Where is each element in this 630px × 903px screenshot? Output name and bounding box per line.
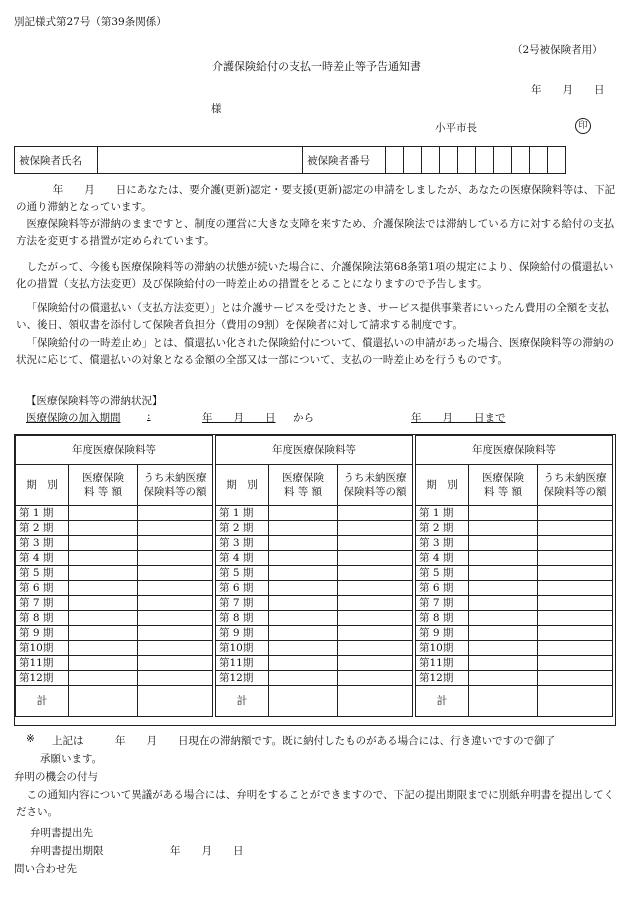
period-label: 第10期 (16, 641, 69, 656)
submit-to-label: 弁明書提出先 (30, 827, 93, 839)
unpaid-cell[interactable] (538, 581, 613, 596)
period-label: 第 6 期 (16, 581, 69, 596)
period-label: 第 6 期 (416, 581, 469, 596)
unpaid-cell[interactable] (338, 626, 413, 641)
year-block (15, 435, 213, 725)
amount-header: 医療保険 料 等 額 (69, 465, 138, 506)
amount-cell[interactable] (69, 521, 138, 536)
unpaid-cell[interactable] (138, 581, 213, 596)
unpaid-cell[interactable] (338, 506, 413, 521)
total-unpaid-cell[interactable] (138, 686, 213, 717)
period-label: 第 6 期 (216, 581, 269, 596)
insured-number-digit[interactable] (422, 147, 440, 174)
amount-cell[interactable] (269, 596, 338, 611)
amount-cell[interactable] (469, 626, 538, 641)
unpaid-cell[interactable] (138, 536, 213, 551)
unpaid-cell[interactable] (538, 506, 613, 521)
total-unpaid-cell[interactable] (338, 686, 413, 717)
table-row (416, 536, 613, 551)
total-label: 計 (416, 686, 469, 717)
table-row (216, 566, 413, 581)
unpaid-cell[interactable] (538, 596, 613, 611)
unpaid-header: うち未納医療 保険料等の額 (538, 465, 613, 506)
table-row (16, 596, 213, 611)
table-row (216, 536, 413, 551)
unpaid-cell[interactable] (138, 551, 213, 566)
period-label: 第 5 期 (416, 566, 469, 581)
unpaid-cell[interactable] (338, 656, 413, 671)
year-header: 年度医療保険料等 (416, 436, 613, 465)
amount-cell[interactable] (69, 611, 138, 626)
insured-name-label: 被保険者氏名 (15, 147, 98, 174)
unpaid-cell[interactable] (338, 611, 413, 626)
period-label: 第 3 期 (216, 536, 269, 551)
total-unpaid-cell[interactable] (538, 686, 613, 717)
table-row (416, 581, 613, 596)
insured-number-digit[interactable] (530, 147, 548, 174)
amount-cell[interactable] (469, 611, 538, 626)
period-label: 第 4 期 (416, 551, 469, 566)
total-label: 計 (216, 686, 269, 717)
insured-number-digit[interactable] (494, 147, 512, 174)
table-row (16, 626, 213, 641)
notice-paragraph-3: したがって、今後も医療保険料等の滞納の状態が続いた場合に、介護保険法第68条第1項の規定により、保険給付の償還払い化の措置（支払方法変更）及び保険給付の一時差止めの措置をとることになりますので予告します。 (16, 261, 614, 290)
table-row (16, 611, 213, 626)
period-label: 第 2 期 (416, 521, 469, 536)
amount-header: 医療保険 料 等 額 (469, 465, 538, 506)
unpaid-cell[interactable] (138, 596, 213, 611)
period-label: 第 1 期 (216, 506, 269, 521)
insured-info-table (14, 146, 566, 174)
unpaid-cell[interactable] (538, 671, 613, 686)
table-row (16, 641, 213, 656)
unpaid-header: うち未納医療 保険料等の額 (338, 465, 413, 506)
unpaid-cell[interactable] (338, 596, 413, 611)
amount-cell[interactable] (69, 671, 138, 686)
period-label: 第 2 期 (216, 521, 269, 536)
period-label: 第 4 期 (216, 551, 269, 566)
table-row (216, 551, 413, 566)
table-row (16, 521, 213, 536)
period-label: 第 7 期 (16, 596, 69, 611)
amount-cell[interactable] (269, 581, 338, 596)
amount-cell[interactable] (469, 641, 538, 656)
table-row (216, 641, 413, 656)
table-row (416, 566, 613, 581)
amount-cell[interactable] (69, 551, 138, 566)
unpaid-cell[interactable] (538, 521, 613, 536)
amount-cell[interactable] (269, 566, 338, 581)
addressee-suffix: 様 (211, 103, 222, 115)
unpaid-cell[interactable] (138, 611, 213, 626)
period-label: 第10期 (416, 641, 469, 656)
unpaid-cell[interactable] (538, 656, 613, 671)
unpaid-cell[interactable] (138, 506, 213, 521)
amount-cell[interactable] (469, 536, 538, 551)
page-title: 介護保険給付の支払一時差止等予告通知書 (212, 60, 421, 73)
table-row (416, 596, 613, 611)
insured-type: （2号被保険者用） (512, 44, 603, 56)
enrollment-to-date: 年 月 日まで (411, 412, 506, 424)
arrears-year-table (215, 435, 413, 717)
table-row (16, 506, 213, 521)
period-label: 第 8 期 (216, 611, 269, 626)
table-row (416, 626, 613, 641)
enrollment-from-word: から (293, 412, 314, 424)
period-label: 第11期 (416, 656, 469, 671)
insured-number-digit[interactable] (404, 147, 422, 174)
amount-cell[interactable] (69, 536, 138, 551)
table-row (16, 566, 213, 581)
period-label: 第 8 期 (416, 611, 469, 626)
table-row (216, 656, 413, 671)
total-amount-cell[interactable] (269, 686, 338, 717)
table-row (416, 656, 613, 671)
unpaid-cell[interactable] (538, 611, 613, 626)
period-header: 期 別 (216, 465, 269, 506)
amount-cell[interactable] (69, 566, 138, 581)
unpaid-cell[interactable] (538, 626, 613, 641)
amount-header: 医療保険 料 等 額 (269, 465, 338, 506)
amount-cell[interactable] (269, 521, 338, 536)
period-label: 第 1 期 (16, 506, 69, 521)
period-label: 第 1 期 (416, 506, 469, 521)
table-row (16, 536, 213, 551)
amount-cell[interactable] (469, 671, 538, 686)
table-row (416, 551, 613, 566)
insured-number-digit[interactable] (458, 147, 476, 174)
unpaid-cell[interactable] (138, 641, 213, 656)
amount-cell[interactable] (469, 551, 538, 566)
amount-cell[interactable] (269, 626, 338, 641)
amount-cell[interactable] (469, 656, 538, 671)
form-number: 別記様式第27号（第39条関係） (14, 16, 167, 28)
deadline-date: 年 月 日 (170, 845, 244, 857)
notice-paragraph-1: 年 月 日にあなたは、要介護(更新)認定・要支援(更新)認定の申請をしましたが、あなたの医療保険料等は、下記の通り滞納となっています。 (16, 184, 616, 213)
period-label: 第 9 期 (16, 626, 69, 641)
arrears-year-table (15, 435, 213, 717)
insured-number-digit[interactable] (440, 147, 458, 174)
issuer-name: 小平市長 (435, 122, 477, 134)
table-row (16, 656, 213, 671)
unpaid-cell[interactable] (338, 641, 413, 656)
insured-name-field[interactable] (98, 147, 303, 174)
period-label: 第 9 期 (216, 626, 269, 641)
amount-cell[interactable] (69, 581, 138, 596)
period-label: 第 3 期 (416, 536, 469, 551)
period-label: 第10期 (216, 641, 269, 656)
unpaid-cell[interactable] (338, 671, 413, 686)
arrears-year-table (415, 435, 613, 717)
table-row (216, 611, 413, 626)
amount-cell[interactable] (69, 596, 138, 611)
table-row (416, 521, 613, 536)
total-amount-cell[interactable] (469, 686, 538, 717)
table-row (416, 611, 613, 626)
note-line-1: 上記は 年 月 日現在の滞納額です。既に納付したものがある場合には、行き違いですので御了 (52, 735, 556, 747)
insured-number-digit[interactable] (476, 147, 494, 174)
amount-cell[interactable] (269, 656, 338, 671)
table-row (416, 641, 613, 656)
unpaid-cell[interactable] (338, 521, 413, 536)
insured-number-digit[interactable] (386, 147, 404, 174)
period-label: 第12期 (216, 671, 269, 686)
unpaid-cell[interactable] (138, 566, 213, 581)
unpaid-header: うち未納医療 保険料等の額 (138, 465, 213, 506)
note-line-2: 承願います。 (40, 753, 103, 765)
period-label: 第 7 期 (216, 596, 269, 611)
amount-cell[interactable] (69, 641, 138, 656)
period-label: 第12期 (16, 671, 69, 686)
insured-number-digit[interactable] (512, 147, 530, 174)
table-row (216, 521, 413, 536)
unpaid-cell[interactable] (338, 581, 413, 596)
issue-date: 年 月 日 (531, 84, 605, 96)
table-row (216, 581, 413, 596)
unpaid-cell[interactable] (338, 536, 413, 551)
table-row (216, 506, 413, 521)
arrears-table (14, 434, 616, 726)
year-header: 年度医療保険料等 (16, 436, 213, 465)
amount-cell[interactable] (69, 626, 138, 641)
amount-cell[interactable] (269, 671, 338, 686)
period-label: 第 2 期 (16, 521, 69, 536)
year-block (415, 435, 613, 725)
unpaid-cell[interactable] (138, 671, 213, 686)
insured-number-digit[interactable] (548, 147, 566, 174)
note-mark: ※ (26, 733, 35, 745)
amount-cell[interactable] (269, 551, 338, 566)
enrollment-from-date: 年 月 日 (202, 412, 276, 424)
table-row (416, 506, 613, 521)
period-label: 第 9 期 (416, 626, 469, 641)
year-header: 年度医療保険料等 (216, 436, 413, 465)
period-label: 第11期 (16, 656, 69, 671)
table-row (216, 671, 413, 686)
amount-cell[interactable] (469, 566, 538, 581)
table-row (216, 596, 413, 611)
unpaid-cell[interactable] (538, 566, 613, 581)
unpaid-cell[interactable] (138, 626, 213, 641)
period-label: 第 4 期 (16, 551, 69, 566)
period-label: 第 5 期 (216, 566, 269, 581)
amount-cell[interactable] (69, 506, 138, 521)
period-header: 期 別 (16, 465, 69, 506)
period-label: 第 8 期 (16, 611, 69, 626)
unpaid-cell[interactable] (538, 551, 613, 566)
notice-paragraph-2: 医療保険料等が滞納のままですと、制度の運営に大きな支障を来すため、介護保険法では滞納している方に対する給付の支払方法を変更する措置が定められています。 (16, 218, 615, 247)
table-row (216, 626, 413, 641)
hearing-heading: 弁明の機会の付与 (14, 771, 98, 783)
unpaid-cell[interactable] (138, 656, 213, 671)
amount-cell[interactable] (269, 611, 338, 626)
amount-cell[interactable] (269, 641, 338, 656)
amount-cell[interactable] (69, 656, 138, 671)
year-block (215, 435, 413, 725)
enrollment-colon: : (147, 410, 151, 422)
total-amount-cell[interactable] (69, 686, 138, 717)
notice-paragraph-4: 「保険給付の償還払い（支払方法変更）」とは介護サービスを受けたとき、サービス提供事業者にいったん費用の全額を支払い、後日、領収書を添付して保険者負担分（費用の9割）を保険者に対して請求する制度です。 (16, 302, 609, 331)
amount-cell[interactable] (469, 581, 538, 596)
unpaid-cell[interactable] (338, 551, 413, 566)
table-row (416, 671, 613, 686)
unpaid-cell[interactable] (338, 566, 413, 581)
period-header: 期 別 (416, 465, 469, 506)
total-label: 計 (16, 686, 69, 717)
notice-paragraph-5: 「保険給付の一時差止め」とは、償還払い化された保険給付について、償還払いの申請があった場合、医療保険料等の滞納の状況に応じて、償還払いの対象となる金額の全部又は一部について、支払の一時差止めを行うものです。 (16, 337, 614, 366)
deadline-label: 弁明書提出期限 (30, 845, 104, 857)
period-label: 第 3 期 (16, 536, 69, 551)
period-label: 第12期 (416, 671, 469, 686)
table-row (16, 551, 213, 566)
amount-cell[interactable] (469, 521, 538, 536)
inquiry-label: 問い合わせ先 (14, 863, 77, 875)
amount-cell[interactable] (269, 536, 338, 551)
insured-number-label: 被保険者番号 (303, 147, 386, 174)
table-row (16, 671, 213, 686)
table-row (16, 581, 213, 596)
amount-cell[interactable] (469, 596, 538, 611)
amount-cell[interactable] (269, 506, 338, 521)
arrears-section-heading: 【医療保険料等の滞納状況】 (26, 395, 163, 407)
hearing-text: この通知内容について異議がある場合には、弁明をすることができますので、下記の提出期限までに別紙弁明書を提出してください。 (16, 789, 615, 818)
unpaid-cell[interactable] (538, 536, 613, 551)
unpaid-cell[interactable] (538, 641, 613, 656)
amount-cell[interactable] (469, 506, 538, 521)
period-label: 第 7 期 (416, 596, 469, 611)
seal-mark: 印 (575, 118, 591, 134)
period-label: 第11期 (216, 656, 269, 671)
enrollment-label: 医療保険の加入期間 (26, 412, 121, 424)
unpaid-cell[interactable] (138, 521, 213, 536)
period-label: 第 5 期 (16, 566, 69, 581)
